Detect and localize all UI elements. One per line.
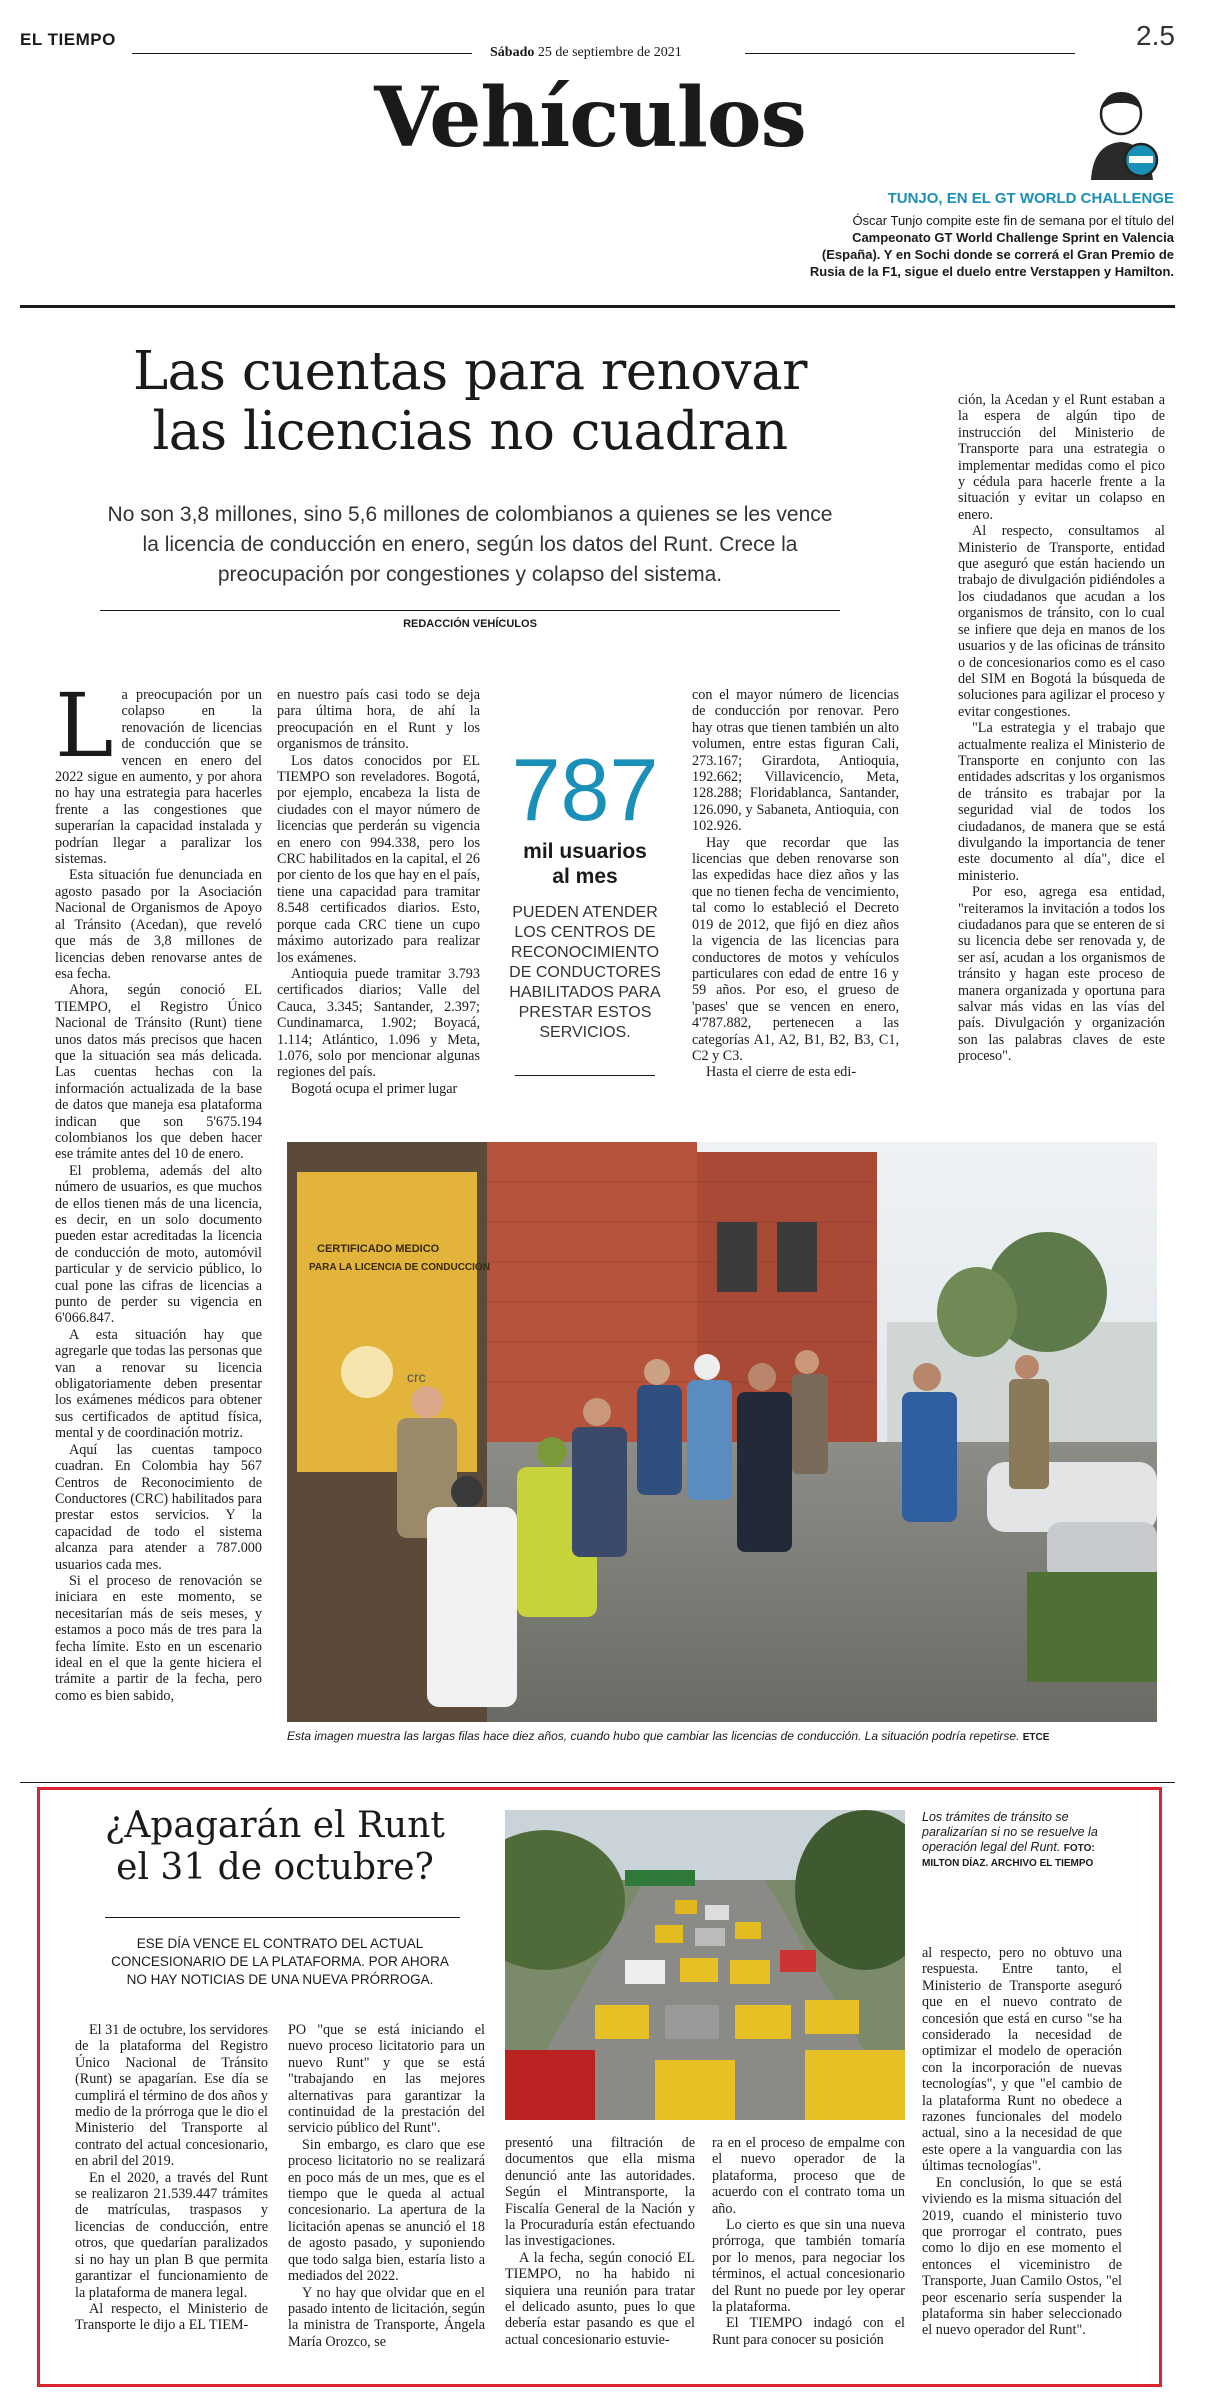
sidebar-deck-rule	[105, 1917, 460, 1918]
sidebar-photo-caption: Los trámites de tránsito se paralizarían si no se resuelve la operación legal del Runt. FOTO: MILTON DÍAZ. ARCHIVO EL TIEMPO	[922, 1810, 1098, 1869]
section-title: Vehículos	[374, 70, 806, 166]
masthead-rule-left	[132, 53, 472, 54]
masthead-rule-right	[745, 53, 1075, 54]
stat-box	[500, 740, 670, 1043]
stat-label: mil usuarios al mes	[523, 840, 647, 888]
newspaper-name: EL TIEMPO	[20, 30, 116, 49]
teaser-text: Óscar Tunjo compite este fin de semana por el título del Campeonato GT World Challenge Sprint en Valencia (España). Y en Sochi donde se correrá el Gran Premio de Rusia de la F1, sigue el duelo entre Verstappen y Hamilton.	[809, 213, 1174, 279]
section-divider	[20, 305, 1175, 308]
byline-rule	[100, 610, 840, 611]
article-column-4: ción, la Acedan y el Runt estaban a la espera de algún tipo de instrucción del Ministerio de Transporte para una estrategia o implementar medidas como el pico y cédula para hacerle frente a la situación y evitar un colapso en enero. Al respecto, consultamos al Ministerio de Transporte, entidad que aseguró que están haciendo un trabajo de divulgación pidiéndoles a los ciudadanos que acudan a los organismos de tránsito, con lo cual se infiere que deja en manos de los usuarios y de las oficinas de tránsito o de concesionarios como es el caso del SIM en Bogotá la búsqueda de soluciones para agilizar el proceso y evitar congestiones. "La estrategia y el trabajo que actualmente realiza el Ministerio de Transporte en conjunto con las entidades adscritas y los organismos de tránsito es trabajar por la seguridad vial de todos los ciudadanos, de manera que se está divulgando la importancia de tener este documento al día", dice el ministerio. Por eso, agrega esa entidad, "reiteramos la invitación a todos los ciudadanos para que se enteren de si su licencia debe ser renovada y, de ser así, acudan a los organismos de tránsito y hagan este proceso de manera organizada y oportuna para salvar más vidas en las vías del país. Divulgación y organización son las palabras claves de este proceso".	[958, 392, 1165, 1065]
sidebar-column-5: al respecto, pero no obtuvo una respuesta. Entre tanto, el Ministerio de Transporte aseguró que en el nuevo contrato de concesión que está en curso "se ha considerado la necesidad de optimizar el modelo de operación con la incorporación de nuevas tecnologías", y que "el cambio de la plataforma Runt no obedece a razones funcionales del modelo actual, sino a la necesidad de que este opere a la vanguardia con las últimas tecnologías". En conclusión, lo que se está viviendo es la misma situación del 2019, cuando el ministerio tuvo que prorrogar el contrato, pues como lo dijo en ese momento el entonces el viceministro de Transporte, Juan Camilo Ostos, "el peor escenario sería suspender la plataforma sin haber seleccionado el nuevo operador del Runt".	[922, 1945, 1122, 2339]
page-number: 2.5	[1136, 20, 1175, 51]
sidebar-column-4: ra en el proceso de empalme con el nuevo operador de la plataforma, proceso que de acuerdo con el contrato toma un año. Lo cierto es que sin una nueva prórroga, que también tomaría por lo menos, para negociar los términos, el actual concesionario del Runt no puede por ley operar la plataforma. El TIEMPO indagó con el Runt para conocer su posición	[712, 2135, 905, 2348]
photo-caption: Esta imagen muestra las largas filas hace diez años, cuando hubo que cambiar las licencias de conducción. La situación podría repetirse. ETCE	[287, 1729, 1050, 1743]
article-column-1: L a preocupación por un colapso en la renovación de licencias de conducción que se vencen en enero del 2022 sigue en aumento, y por ahora no hay una estrategia para hacerles frente a las congestiones que superarían la capacidad instalada y podrían llegar a paralizar los sistemas. Esta situación fue denunciada en agosto pasado por la Asociación Nacional de Organismos de Apoyo al Tránsito (Acedan), que reveló que más de 3,8 millones de licencias deben renovarse antes de esa fecha. Ahora, según conoció EL TIEMPO, el Registro Único Nacional de Tránsito (Runt) tiene unos datos más precisos que hacen que la situación sea más delicada. Las cuentas hechas con la información actualizada de la base de datos que maneja esa plataforma indican que son 5'675.194 colombianos los que deben hacer ese trámite antes del 10 de enero. El problema, además del alto número de usuarios, es que muchos de ellos tienen más de una licencia, es decir, en un solo documento pueden estar acreditadas la licencia de conducción de moto, automóvil particular y de servicio público, lo cual pone las cifras de licencias a punto de perder su vigencia en 6'066.847. A esta situación hay que agregarle que todas las personas que van a renovar su licencia obligatoriamente deben presentar los exámenes médicos para obtener sus certificados de aptitud física, mental y de coordinación motriz. Aquí las cuentas tampoco cuadran. En Colombia hay 567 Centros de Reconocimiento de Conductores (CRC) habilitados para prestar estos servicios. Y la capacidad de todo el sistema alcanza para atender a 787.000 usuarios cada mes. Si el proceso de renovación se iniciara en este momento, se necesitarían más de seis meses, y estamos a poco más de tres para la fecha límite. Esto en un escenario ideal en el que la gente hiciera el trámite a partir de la fecha, pero como es bien sabido,	[55, 687, 262, 1704]
sidebar-headline: ¿Apagarán el Runt el 31 de octubre?	[105, 1805, 445, 1888]
stat-description: PUEDEN ATENDER LOS CENTROS DE RECONOCIMIENTO DE CONDUCTORES HABILITADOS PARA PRESTAR ESTOS SERVICIOS.	[509, 904, 661, 1041]
drop-cap: L	[55, 687, 114, 777]
teaser-kicker: TUNJO, EN EL GT WORLD CHALLENGE	[887, 190, 1174, 207]
sidebar-deck: ESE DÍA VENCE EL CONTRATO DEL ACTUAL CONCESIONARIO DE LA PLATAFORMA. POR AHORA NO HAY NOTICIAS DE UNA NUEVA PRÓRROGA.	[111, 1936, 449, 1987]
article-byline: REDACCIÓN VEHÍCULOS	[403, 618, 537, 630]
sidebar-column-1: El 31 de octubre, los servidores de la plataforma del Registro Único Nacional de Tránsito (Runt) se apagarían. Ese día se cumplirá el término de dos años y medio de la prórroga que le dio el Ministerio del Transporte al contrato del actual concesionario, en abril del 2019. En el 2020, a través del Runt se realizaron 21.539.447 trámites de matrículas, traspasos y licencias de conducción, entre otros, que quedarían paralizados si no hay un plan B que permita garantizar el funcionamiento de la plataforma de manera legal. Al respecto, el Ministerio de Transporte le dijo a EL TIEM-	[75, 2022, 268, 2334]
stat-rule	[515, 1075, 655, 1076]
page-bottom-divider	[20, 1782, 1175, 1783]
racing-driver-helmet-icon	[1085, 84, 1161, 186]
issue-date: Sábado 25 de septiembre de 2021	[490, 45, 682, 60]
sign-text-2: PARA LA LICENCIA DE CONDUCCION	[309, 1262, 490, 1273]
stat-number: 787	[511, 740, 659, 839]
article-column-3: con el mayor número de licencias de conducción por renovar. Pero hay otras que tienen también un alto volumen, entre estas figuran Cali, 273.167; Girardota, Antioquia, 192.662; Villavicencio, Meta, 128.288; Floridablanca, Santander, 126.090, y Sabaneta, Antioquia, con 102.926. Hay que recordar que las licencias que deben renovarse son las expedidas hace diez años y las que no tienen fecha de vencimiento, tal como lo estableció el Decreto 019 de 2012, que fijó en diez años la vigencia de las licencias para conductores de motos y vehículos particulares con edad de entre 16 y 59 años. Por eso, el grueso de 'pases' que se vencen en enero, 4'787.882, pertenecen a las categorías A1, A2, B1, B2, B3, C1, C2 y C3. Hasta el cierre de esta edi-	[692, 687, 899, 1081]
sidebar-column-2: PO "que se está iniciando el nuevo proceso licitatorio para un nuevo Runt" y que se está "trabajando en las mejores alternativas para garantizar la continuidad de la prestación del servicio público del Runt". Sin embargo, es claro que ese proceso licitatorio no se realizará en poco más de un mes, que es el tiempo que le queda al actual concesionario. La apertura de la licitación apenas se anunció el 18 de agosto pasado, y suponiendo que todo salga bien, estaría listo a mediados del 2022. Y no hay que olvidar que en el pasado intento de licitación, según la ministra de Transporte, Ángela María Orozco, se	[288, 2022, 485, 2350]
sign-text-1: CERTIFICADO MEDICO	[317, 1243, 440, 1255]
crc-logo-text: crc	[407, 1369, 426, 1385]
traffic-photo	[505, 1810, 905, 2120]
article-column-2: en nuestro país casi todo se deja para última hora, de ahí la preocupación en el Runt y los organismos de tránsito. Los datos conocidos por EL TIEMPO son reveladores. Bogotá, por ejemplo, encabeza la lista de ciudades con el mayor número de licencias que perderán su vigencia en enero con 994.338, pero los CRC habilitados en la capital, el 26 por ciento de los que hay en el país, tiene una capacidad para tramitar 8.548 certificados diarios. Esto, porque cada CRC tiene un cupo máximo autorizado para realizar los exámenes. Antioquia puede tramitar 3.793 certificados diarios; Valle del Cauca, 3.345; Santander, 2.397; Cundinamarca, 1.902; Boyacá, 1.114; Atlántico, 1.096 y Meta, 1.076, solo por mencionar algunas regiones del país. Bogotá ocupa el primer lugar	[277, 687, 480, 1097]
sidebar-column-3: presentó una filtración de documentos que ella misma denunció ante las autoridades. Según el Mintransporte, la Fiscalía General de la Nación y la Procuraduría están efectuando las investigaciones. A la fecha, según conoció EL TIEMPO, no ha habido ni siquiera una reunión para tratar el delicado asunto, pues lo que debería estar pasando es que el actual concesionario estuvie-	[505, 2135, 695, 2348]
article-headline: Las cuentas para renovar las licencias no cuadran	[132, 341, 808, 462]
queue-photo	[287, 1142, 1157, 1722]
article-deck: No son 3,8 millones, sino 5,6 millones de colombianos a quienes se les vence la licencia de conducción en enero, según los datos del Runt. Crece la preocupación por congestiones y colapso del sistema.	[107, 503, 833, 586]
